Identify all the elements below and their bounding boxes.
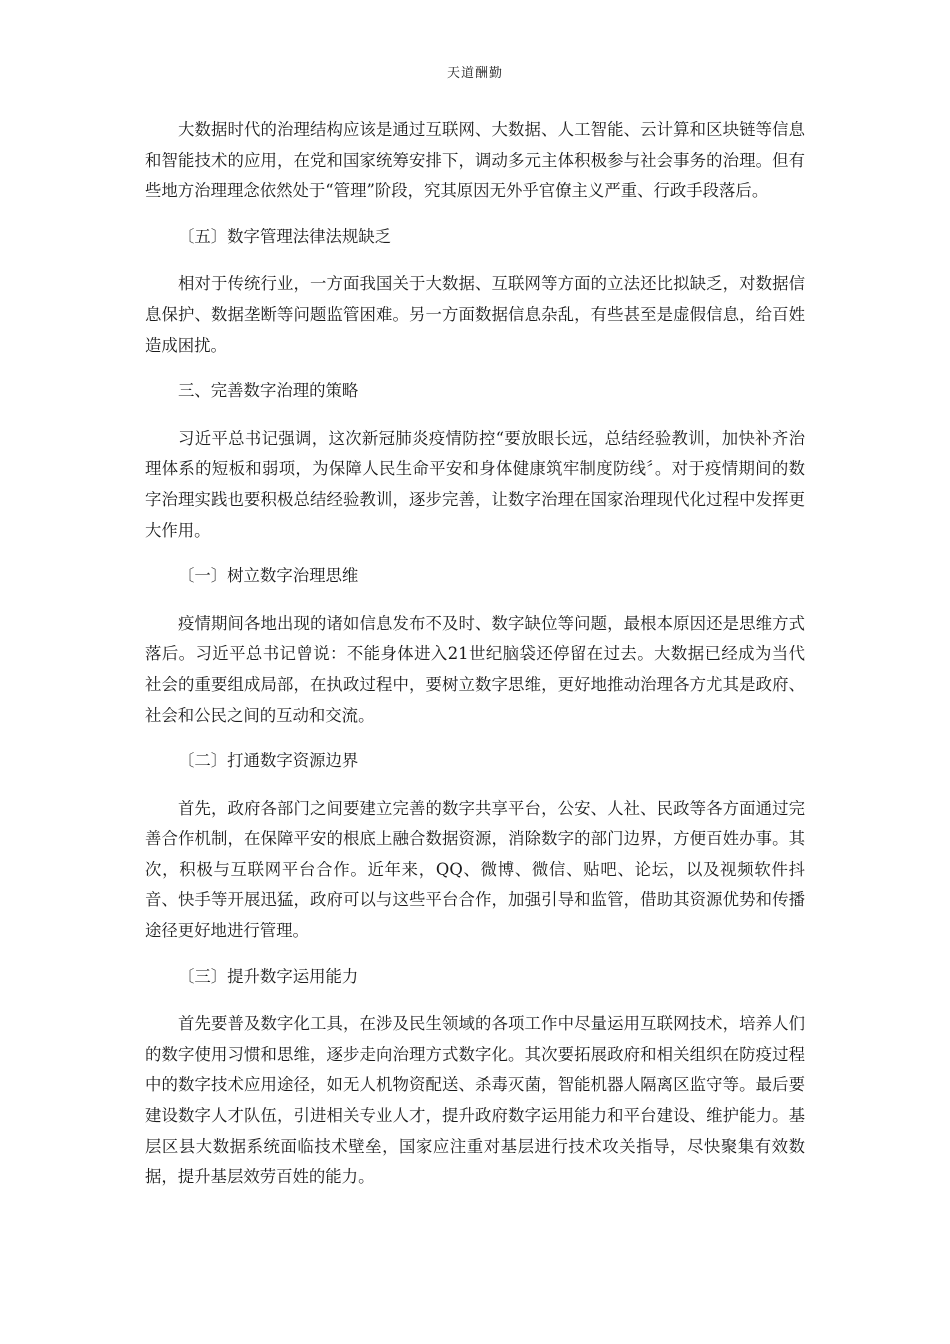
paragraph: 首先，政府各部门之间要建立完善的数字共享平台，公安、人社、民政等各方面通过完善合作机制，在保障平安的根底上融合数据资源，消除数字的部门边界，方便百姓办事。其次，积极与互联网平台合作。近年来，QQ、微博、微信、贴吧、论坛，以及视频软件抖音、快手等开展迅猛，政府可以与这些平台合作，加强引导和监管，借助其资源优势和传播途径更好地进行管理。 bbox=[145, 798, 805, 941]
section-heading: 〔三〕提升数字运用能力 bbox=[178, 966, 359, 986]
section-heading: 三、完善数字治理的策略 bbox=[178, 381, 359, 401]
paragraph: 大数据时代的治理结构应该是通过互联网、大数据、人工智能、云计算和区块链等信息和智能技术的应用，在党和国家统筹安排下，调动多元主体积极参与社会事务的治理。但有些地方治理理念依然处于“管理”阶段，究其原因无外乎官僚主义严重、行政手段落后。 bbox=[145, 120, 805, 201]
section-heading: 〔五〕数字管理法律法规缺乏 bbox=[178, 226, 392, 246]
paragraph: 相对于传统行业，一方面我国关于大数据、互联网等方面的立法还比拟缺乏，对数据信息保护、数据垄断等问题监管困难。另一方面数据信息杂乱，有些甚至是虚假信息，给百姓造成困扰。 bbox=[145, 274, 805, 355]
paragraph: 首先要普及数字化工具，在涉及民生领域的各项工作中尽量运用互联网技术，培养人们的数字使用习惯和思维，逐步走向治理方式数字化。其次要拓展政府和相关组织在防疫过程中的数字技术应用途径，如无人机物资配送、杀毒灭菌，智能机器人隔离区监守等。最后要建设数字人才队伍，引进相关专业人才，提升政府数字运用能力和平台建设、维护能力。基层区县大数据系统面临技术壁垒，国家应注重对基层进行技术攻关指导，尽快聚集有效数据，提升基层效劳百姓的能力。 bbox=[145, 1014, 805, 1187]
paragraph: 疫情期间各地出现的诸如信息发布不及时、数字缺位等问题，最根本原因还是思维方式落后。习近平总书记曾说：不能身体进入21世纪脑袋还停留在过去。大数据已经成为当代社会的重要组成局部，在执政过程中，要树立数字思维，更好地推动治理各方尤其是政府、社会和公民之间的互动和交流。 bbox=[145, 613, 805, 725]
section-heading: 〔一〕树立数字治理思维 bbox=[178, 566, 359, 586]
document-body bbox=[145, 115, 805, 1208]
page-header: 天道酬勤 bbox=[446, 66, 503, 81]
paragraph: 习近平总书记强调，这次新冠肺炎疫情防控“要放眼长远，总结经验教训，加快补齐治理体系的短板和弱项，为保障人民生命平安和身体健康筑牢制度防线〞。对于疫情期间的数字治理实践也要积极总结经验教训，逐步完善，让数字治理在国家治理现代化过程中发挥更大作用。 bbox=[145, 428, 805, 540]
section-heading: 〔二〕打通数字资源边界 bbox=[178, 751, 359, 771]
